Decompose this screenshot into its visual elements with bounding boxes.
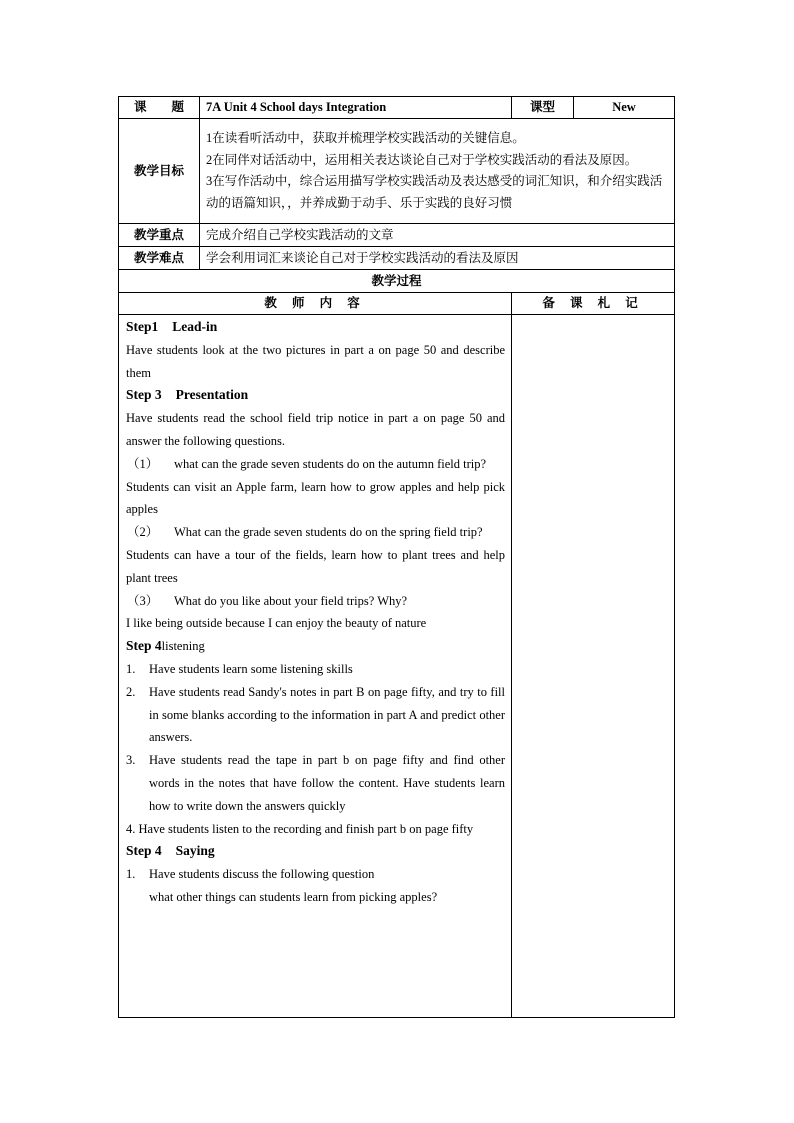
topic-label: 课 题 [119, 97, 200, 119]
step3-text: Have students read the school field trip notice in part a on page 50 and answer the following questions. [126, 411, 506, 448]
goal-item-1: 1在读看听活动中，获取并梳理学校实践活动的关键信息。 [206, 131, 525, 145]
step1-heading: Step1 Lead-in [126, 319, 218, 334]
difficulty-value: 学会利用词汇来谈论自己对于学校实践活动的看法及原因 [200, 247, 675, 270]
goal-item-2: 2在同伴对话活动中，运用相关表达谈论自己对于学校实践活动的看法及原因。 [206, 152, 638, 167]
process-title-row [119, 270, 675, 293]
saying-item-1: 1. Have students discuss the following question [126, 867, 375, 882]
process-title: 教学过程 [119, 270, 675, 293]
listening-item-1: 1. Have students learn some listening skills [126, 661, 353, 676]
step4b-heading: Step 4 Saying [126, 843, 215, 859]
goals-row [119, 119, 675, 224]
question-2: （2） What can the grade seven students do on the spring field trip? [127, 525, 483, 540]
saying-question: what other things can students learn from picking apples? [149, 889, 438, 904]
question-3: （3） What do you like about your field trips? Why? [127, 593, 408, 608]
key-point-label: 教学重点 [119, 224, 200, 247]
step4-heading: Step 4listening [126, 638, 205, 654]
answer-1: Students can visit an Apple farm, learn how to grow apples and help pick apples [126, 479, 506, 517]
answer-3: I like being outside because I can enjoy the beauty of nature [126, 616, 427, 631]
step1-text: Have students look at the two pictures in part a on page 50 and describe them [126, 342, 506, 380]
teacher-content-header: 教 师 内 容 [119, 293, 512, 315]
question-1: （1） what can the grade seven students do on the autumn field trip? [127, 456, 487, 471]
listening-item-3: 3. Have students read the tape in part b on page fifty and find other words in the notes that have follow the content. Have students learn how to write down the answers quickly [126, 753, 506, 813]
difficulty-row [119, 247, 675, 270]
goals-content [200, 119, 675, 224]
listening-item-4: 4. Have students listen to the recording and finish part b on page fifty [126, 821, 474, 836]
step3-heading: Step 3 Presentation [126, 387, 249, 403]
answer-2: Students can have a tour of the fields, learn how to plant trees and help plant trees [126, 547, 506, 585]
listening-item-2: 2. Have students read Sandy's notes in part B on page fifty, and try to fill in some blanks according to the information in part A and predict other answers. [126, 684, 506, 745]
column-header-row [119, 293, 675, 315]
goals-label: 教学目标 [119, 119, 200, 224]
key-point-value: 完成介绍自己学校实践活动的文章 [200, 224, 675, 247]
key-point-row [119, 224, 675, 247]
notes-header: 备 课 札 记 [512, 293, 675, 315]
topic-value: 7A Unit 4 School days Integration [200, 97, 512, 119]
teacher-content [119, 315, 512, 1018]
content-row [119, 315, 675, 1018]
lesson-plan-table [118, 96, 675, 1018]
header-row [119, 97, 675, 119]
notes-column [512, 315, 675, 1018]
type-label: 课型 [512, 97, 574, 119]
difficulty-label: 教学难点 [119, 247, 200, 270]
type-value: New [574, 97, 675, 119]
goal-item-3: 3在写作活动中，综合运用描写学校实践活动及表达感受的词汇知识，和介绍实践活动的语篇知识，，并养成勤于动手、乐于实践的良好习惯 [206, 174, 663, 210]
